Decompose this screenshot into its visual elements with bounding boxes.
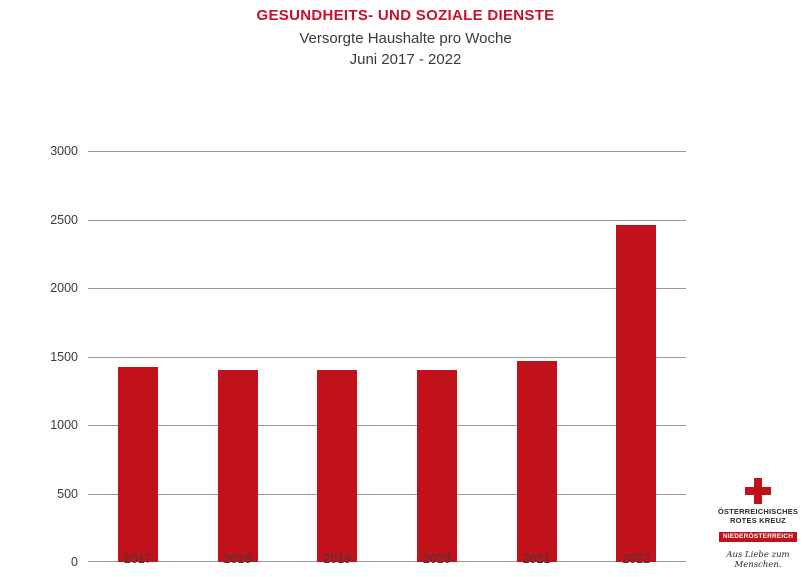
chart-subtitle-2: Juni 2017 - 2022 [349,51,462,68]
x-axis-tick-label: 2018 [223,552,252,566]
logo-claim: Aus Liebe zum Menschen. [726,550,790,570]
bar-2022 [616,225,656,562]
bar-2018 [218,370,258,562]
gridline [88,357,686,358]
y-axis-tick-label: 3000 [50,144,78,158]
y-axis-tick-label: 0 [71,555,78,569]
gridline [88,151,686,152]
red-cross-icon [745,478,771,504]
gridline [88,220,686,221]
x-axis-tick-label: 2020 [422,552,451,566]
gridline [88,288,686,289]
x-axis-tick-label: 2022 [622,552,651,566]
y-axis-tick-label: 2500 [50,212,78,227]
gridline [88,425,686,426]
logo-line-2: ROTES KREUZ [730,516,786,525]
x-axis-tick-label: 2017 [123,552,152,566]
y-axis-tick-label: 500 [57,486,78,501]
y-axis-tick-label: 1000 [50,418,78,432]
x-axis-tick-label: 2019 [323,552,352,566]
y-axis-tick-label: 2000 [50,281,78,295]
x-axis-tick-label: 2021 [522,552,551,566]
chart-title: GESUNDHEITS- UND SOZIALE DIENSTE [256,7,555,24]
logo-region: NIEDERÖSTERREICH [719,532,797,542]
bar-2019 [317,370,357,562]
bar-2020 [417,370,457,562]
x-axis-labels [88,552,686,574]
gridline [88,494,686,495]
logo-line-1: ÖSTERREICHISCHES [717,507,799,516]
logo [712,478,804,570]
y-axis-tick-label: 1500 [50,349,78,364]
bar-2017 [118,367,158,562]
plot-area [50,144,686,569]
chart-subtitle-1: Versorgte Haushalte pro Woche [299,30,512,47]
bar-2021 [517,361,557,562]
